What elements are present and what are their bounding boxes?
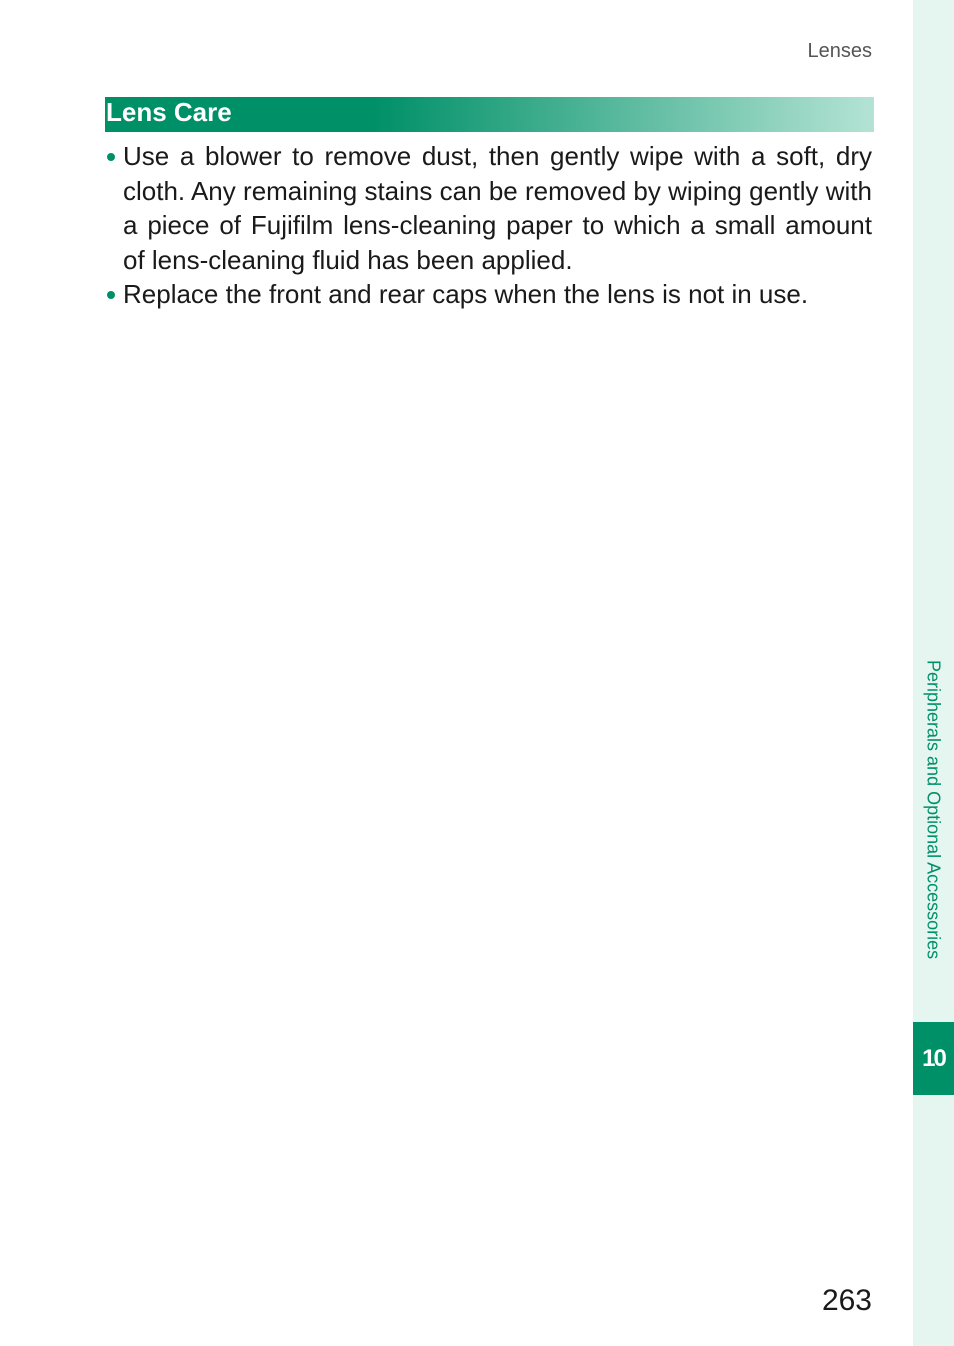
section-heading: Lens Care <box>106 97 232 127</box>
bullet-item <box>105 139 872 277</box>
bullet-dot-icon <box>107 153 115 161</box>
section-heading-bar <box>105 97 874 132</box>
section-content <box>105 139 872 312</box>
bullet-dot-icon <box>107 291 115 299</box>
chapter-number: 10 <box>922 1044 945 1072</box>
page-number: 263 <box>821 1284 872 1317</box>
running-header: Lenses <box>807 40 872 62</box>
chapter-number-box <box>913 1022 954 1095</box>
bullet-item <box>105 277 872 312</box>
bullet-text: Use a blower to remove dust, then gently wipe with a soft, dry cloth. Any remaining stains can be removed by wiping gently with a piece of Fujifilm lens-cleaning paper to which a small amount of lens-cleaning fluid has been applied. <box>123 141 872 275</box>
chapter-title: Peripherals and Optional Accessories <box>923 660 944 960</box>
bullet-text: Replace the front and rear caps when the lens is not in use. <box>123 279 809 309</box>
bullet-list <box>105 139 872 312</box>
